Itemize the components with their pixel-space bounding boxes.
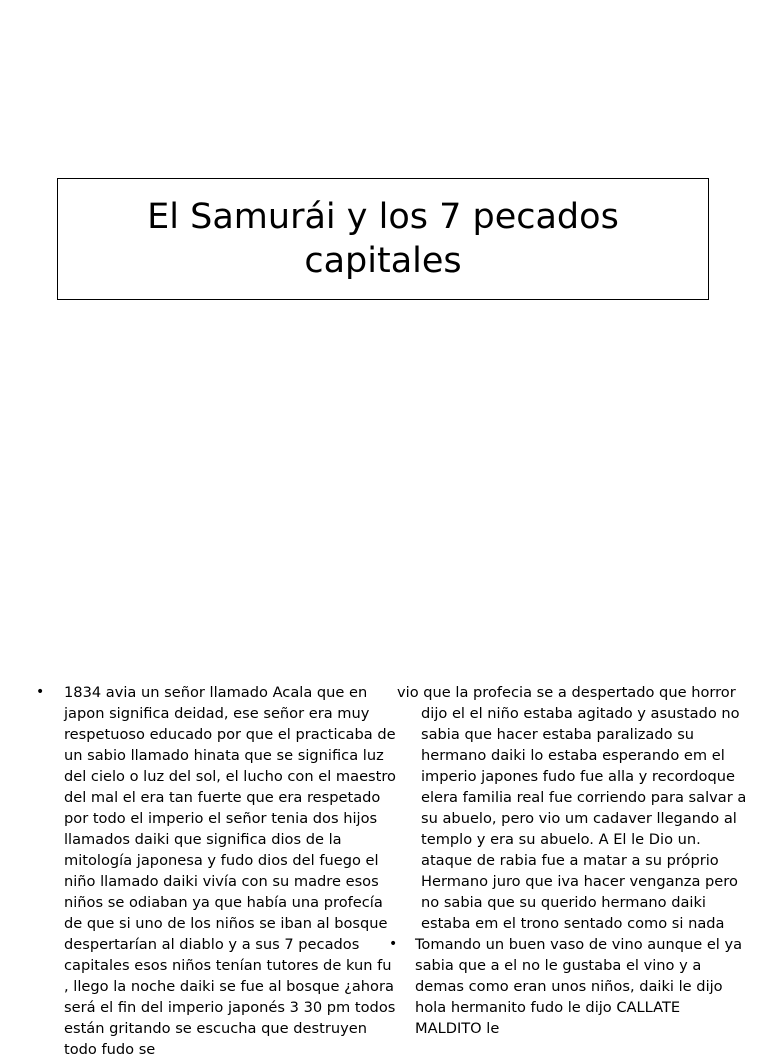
title-box [57,178,709,300]
story-paragraph-1-continuation: vio que la profecia se a despertado que horror dijo el el niño estaba agitado y asustado no sabia que hacer estaba paralizado su hermano daiki lo estaba esperando em el imperio japones fudo fue alla y recordoque elera familia real fue corriendo para salvar a su abuelo, pero vio um cadaver llegando al templo y era su abuelo. A El le Dio un. ataque de rabia fue a matar a su próprio Hermano juro que iva hacer venganza pero no sabia que su querido hermano daiki estaba em el trono sentado como si nada [397,684,747,932]
story-paragraph-1 [36,682,396,1060]
right-text-column [389,682,747,1039]
story-paragraph-2-text: Tomando un buen vaso de vino aunque el ya sabia que a el no le gustaba el vino y a demas como eran unos niños, daiki le dijo hola hermanito fudo le dijo CALLATE MALDITO le [415,936,743,1037]
left-text-column [36,682,396,1060]
story-paragraph-1-text: 1834 avia un señor llamado Acala que en japon significa deidad, ese señor era muy respetuoso educado por que el practicaba de un sabio llamado hinata que se significa luz del cielo o luz del sol, el lucho con el maestro del mal el era tan fuerte que era respetado por todo el imperio el señor tenia dos hijos llamados daiki que significa dios de la mitología japonesa y fudo dios del fuego el niño llamado daiki vivía con su madre esos niños se odiaban ya que había una profecía de que si uno de los niños se iban al bosque despertarían al diablo y a sus 7 pecados capitales esos niños tenían tutores de kun fu , llego la noche daiki se fue al bosque ¿ahora será el fin del imperio japonés 3 30 pm todos están gritando se escucha que destruyen todo fudo se [64,684,396,1058]
story-paragraph-2 [389,934,747,1039]
page-title: El Samurái y los 7 pecados capitales [147,197,619,281]
bullet-icon: • [36,684,45,700]
bullet-icon: • [389,936,398,952]
